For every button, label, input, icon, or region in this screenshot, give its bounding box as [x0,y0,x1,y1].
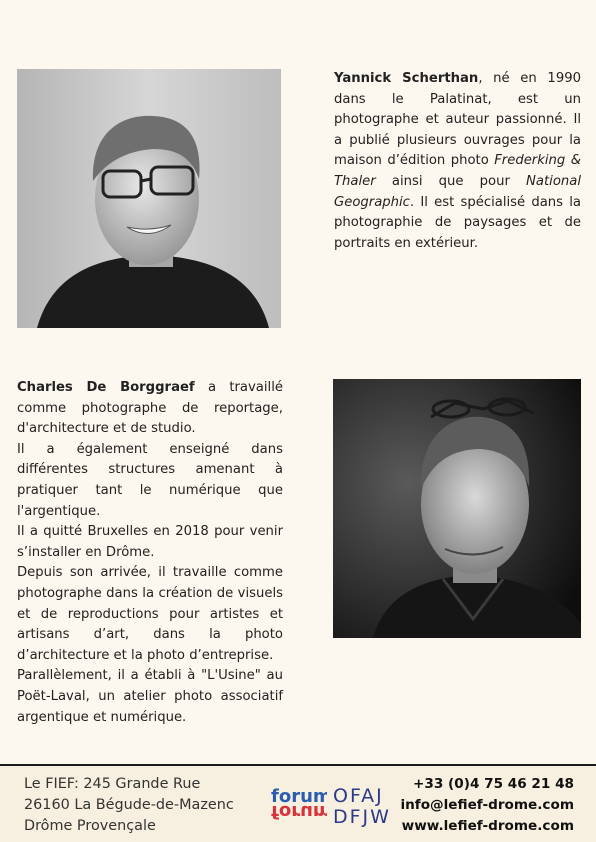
forum-logo-text: forum [271,786,327,807]
forum-logo-text-mirrored: forum [271,801,327,822]
bio-paragraph [17,378,283,440]
dfjw-text: DFJW [333,806,391,828]
page-footer [0,764,596,842]
contact-block [400,774,574,837]
bio-charles-de-borggraef [17,378,283,728]
ofaj-dfjw-logo [333,786,391,828]
bio-text: ainsi que pour [375,173,527,189]
address-line: Le FIEF: 245 Grande Rue [24,776,201,792]
bio-text: a travaillé comme photographe de reportage, d'architecture et de studio. [17,380,283,437]
address-line: Drôme Provençale [24,818,156,834]
magazine-name: National Geographic [334,173,581,210]
email-link[interactable]: info@lefief-drome.com [400,797,574,813]
bio-paragraph [334,69,581,254]
bio-paragraph: Il a également enseigné dans différentes structures amenant à pratiquer tant le numérique que l'argentique. [17,441,283,519]
person-name: Charles De Borggraef [17,380,195,395]
phone-number: +33 (0)4 75 46 21 48 [413,776,574,792]
publisher-name: Frederking & Thaler [334,153,581,189]
portrait-photo-yannick-scherthan [17,69,281,328]
bio-yannick-scherthan [334,69,581,254]
forum-logo [271,782,327,830]
bio-paragraph: Il a quitté Bruxelles en 2018 pour venir s’installer en Drôme. [17,524,283,560]
address-line: 26160 La Bégude-de-Mazenc [24,797,234,813]
bio-text: , né en 1990 dans le Palatinat, est un photographe et auteur passionné. Il a publié plusieurs ouvrages pour la maison d’édition photo [334,71,581,169]
website-link[interactable]: www.lefief-drome.com [401,818,574,834]
portrait-photo-charles-de-borggraef [333,379,581,638]
address-block [24,774,234,837]
bio-paragraph: Depuis son arrivée, il travaille comme photographe dans la création de visuels et de reproductions pour artistes et artisans d’art, dans la photo d’architecture et la photo d’entreprise. [17,565,283,663]
ofaj-text: OFAJ [333,785,384,807]
bio-paragraph: Parallèlement, il a établi à "L'Usine" au Poët-Laval, un atelier photo associatif argentique et numérique. [17,668,283,725]
bio-text: . Il est spécialisé dans la photographie de paysages et de portraits en extérieur. [334,194,581,251]
person-name: Yannick Scherthan [334,71,479,86]
